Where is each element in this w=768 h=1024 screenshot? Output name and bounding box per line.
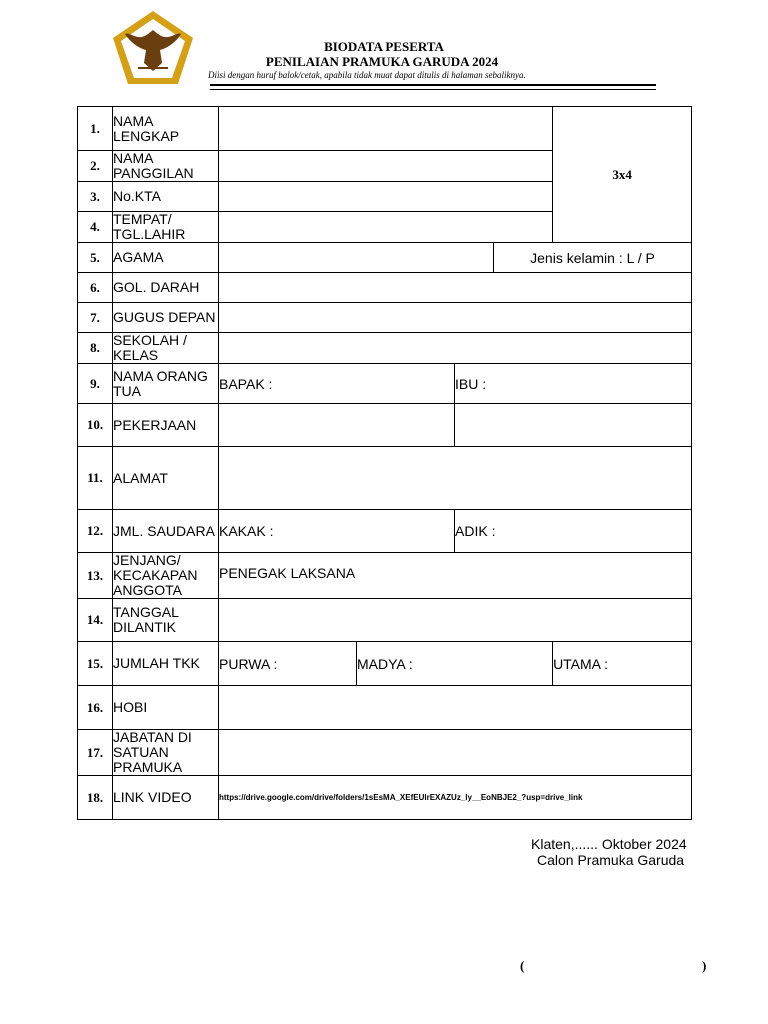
video-link[interactable]: https://drive.google.com/drive/folders/1sEsMA_XEfEUIrEXAZUz_ly__EoNBJE2_?usp=drive_link bbox=[219, 776, 692, 820]
inauguration-date-field[interactable] bbox=[219, 599, 692, 642]
row-number: 7. bbox=[78, 303, 113, 333]
signature-paren-close: ) bbox=[702, 958, 707, 973]
table-row bbox=[78, 107, 692, 151]
row-label: TEMPAT/ TGL.LAHIR bbox=[113, 212, 219, 243]
table-row bbox=[78, 243, 692, 273]
row-number: 13. bbox=[78, 553, 113, 599]
tkk-purwa-field[interactable]: PURWA : bbox=[219, 642, 357, 686]
troop-field[interactable] bbox=[219, 303, 692, 333]
mother-occupation-field[interactable] bbox=[455, 404, 692, 447]
row-label: SEKOLAH / KELAS bbox=[113, 333, 219, 364]
document-header bbox=[0, 0, 768, 100]
signature-paren-open: ( bbox=[520, 958, 525, 973]
row-label: No.KTA bbox=[113, 182, 219, 212]
table-row bbox=[78, 273, 692, 303]
row-label: NAMA LENGKAP bbox=[113, 107, 219, 151]
row-label: ALAMAT bbox=[113, 447, 219, 510]
header-divider-thick bbox=[210, 84, 656, 86]
row-label: JML. SAUDARA bbox=[113, 510, 219, 553]
row-label: GUGUS DEPAN bbox=[113, 303, 219, 333]
table-row bbox=[78, 730, 692, 776]
table-row bbox=[78, 686, 692, 730]
fill-instruction: Diisi dengan huruf balok/cetak, apabila tidak muat dapat ditulis di halaman sebaliknya. bbox=[208, 70, 526, 80]
row-label: AGAMA bbox=[113, 243, 219, 273]
signature-role: Calon Pramuka Garuda bbox=[537, 852, 685, 868]
mother-field[interactable]: IBU : bbox=[455, 364, 692, 404]
kta-number-field[interactable] bbox=[219, 182, 553, 212]
row-label: GOL. DARAH bbox=[113, 273, 219, 303]
row-label: JUMLAH TKK bbox=[113, 642, 219, 686]
older-siblings-field[interactable]: KAKAK : bbox=[219, 510, 455, 553]
form-subtitle: PENILAIAN PRAMUKA GARUDA 2024 bbox=[265, 54, 499, 69]
row-number: 6. bbox=[78, 273, 113, 303]
row-number: 2. bbox=[78, 151, 113, 182]
table-row bbox=[78, 303, 692, 333]
row-number: 10. bbox=[78, 404, 113, 447]
row-label: JENJANG/ KECAKAPAN ANGGOTA bbox=[113, 553, 219, 599]
table-row bbox=[78, 553, 692, 599]
row-label: JABATAN DI SATUAN PRAMUKA bbox=[113, 730, 219, 776]
religion-field[interactable] bbox=[219, 243, 494, 273]
address-field[interactable] bbox=[219, 447, 692, 510]
row-label: LINK VIDEO bbox=[113, 776, 219, 820]
blood-type-field[interactable] bbox=[219, 273, 692, 303]
gender-field[interactable]: Jenis kelamin : L / P bbox=[494, 243, 692, 273]
position-field[interactable] bbox=[219, 730, 692, 776]
table-row bbox=[78, 599, 692, 642]
row-number: 14. bbox=[78, 599, 113, 642]
hobby-field[interactable] bbox=[219, 686, 692, 730]
photo-box: 3x4 bbox=[553, 107, 692, 243]
table-row bbox=[78, 510, 692, 553]
birth-place-date-field[interactable] bbox=[219, 212, 553, 243]
header-divider-thin bbox=[210, 89, 656, 90]
younger-siblings-field[interactable]: ADIK : bbox=[455, 510, 692, 553]
row-number: 15. bbox=[78, 642, 113, 686]
row-number: 18. bbox=[78, 776, 113, 820]
biodata-table bbox=[77, 106, 692, 820]
row-number: 11. bbox=[78, 447, 113, 510]
form-title: BIODATA PESERTA bbox=[324, 39, 444, 54]
tkk-madya-field[interactable]: MADYA : bbox=[357, 642, 553, 686]
row-label: NAMA PANGGILAN bbox=[113, 151, 219, 182]
full-name-field[interactable] bbox=[219, 107, 553, 151]
table-row bbox=[78, 333, 692, 364]
row-number: 1. bbox=[78, 107, 113, 151]
table-row bbox=[78, 776, 692, 820]
row-label: HOBI bbox=[113, 686, 219, 730]
table-row bbox=[78, 642, 692, 686]
father-field[interactable]: BAPAK : bbox=[219, 364, 455, 404]
row-label: PEKERJAAN bbox=[113, 404, 219, 447]
level-field[interactable]: PENEGAK LAKSANA bbox=[219, 553, 692, 599]
tkk-utama-field[interactable]: UTAMA : bbox=[553, 642, 692, 686]
row-label: TANGGAL DILANTIK bbox=[113, 599, 219, 642]
nickname-field[interactable] bbox=[219, 151, 553, 182]
row-number: 17. bbox=[78, 730, 113, 776]
row-number: 8. bbox=[78, 333, 113, 364]
table-row bbox=[78, 364, 692, 404]
father-occupation-field[interactable] bbox=[219, 404, 455, 447]
table-row bbox=[78, 404, 692, 447]
row-number: 5. bbox=[78, 243, 113, 273]
row-number: 9. bbox=[78, 364, 113, 404]
row-number: 4. bbox=[78, 212, 113, 243]
row-number: 16. bbox=[78, 686, 113, 730]
row-number: 3. bbox=[78, 182, 113, 212]
school-class-field[interactable] bbox=[219, 333, 692, 364]
row-label: NAMA ORANG TUA bbox=[113, 364, 219, 404]
table-row bbox=[78, 447, 692, 510]
row-number: 12. bbox=[78, 510, 113, 553]
signature-place-date: Klaten,...... Oktober 2024 bbox=[531, 836, 687, 852]
